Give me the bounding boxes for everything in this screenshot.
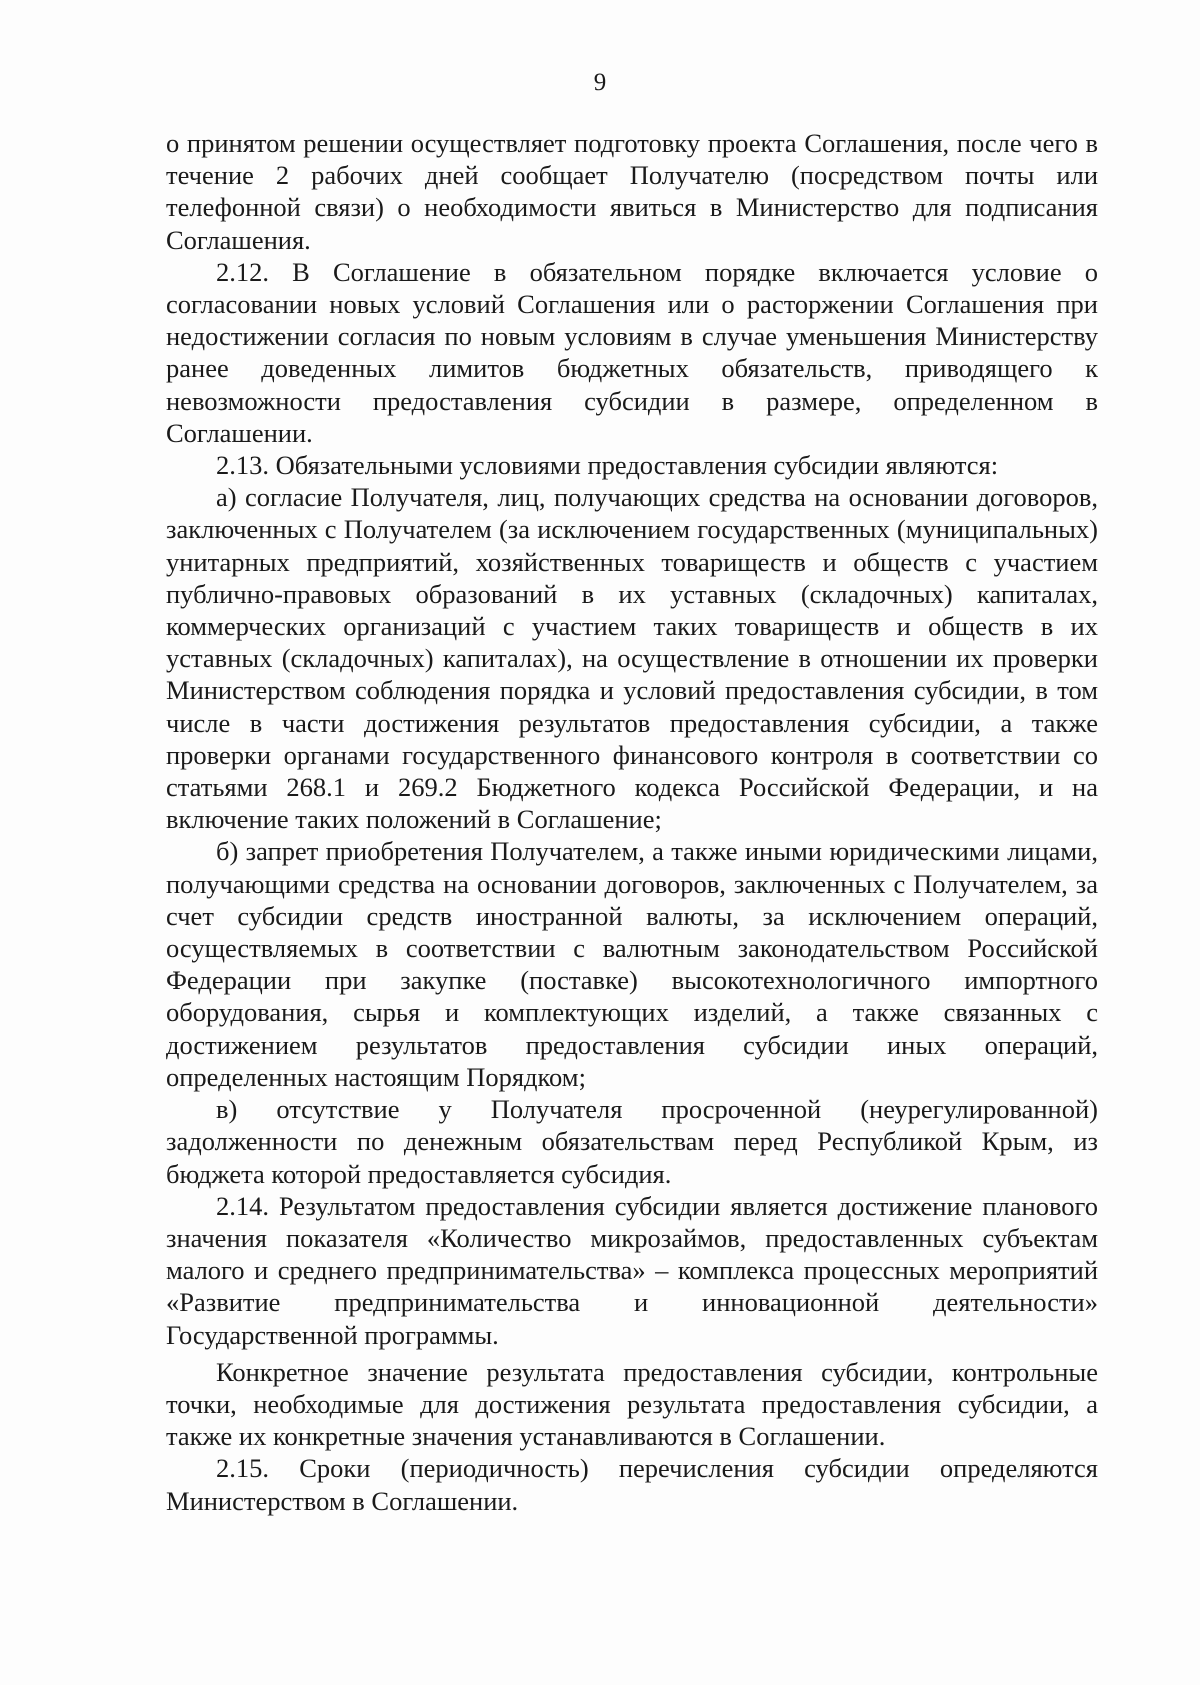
paragraph-continuation: о принятом решении осуществляет подготовку проекта Соглашения, после чего в течение 2 рабочих дней сообщает Получателю (посредством почты или телефонной связи) о необходимости явиться в Министерство для подписания Соглашения. xyxy=(166,128,1098,255)
paragraph-2-13-a: а) согласие Получателя, лиц, получающих средства на основании договоров, заключенных с Получателем (за исключением государственных (муниципальных) унитарных предприятий, хозяйственных товариществ и обществ с участием публично-правовых образований в их уставных (складочных) капиталах, коммерческих организаций с участием таких товариществ и обществ в их уставных (складочных) капиталах), на осуществление в отношении их проверки Министерством соблюдения порядка и условий предоставления субсидии, в том числе в части достижения результатов предоставления субсидии, а также проверки органами государственного финансового контроля в соответствии со статьями 268.1 и 269.2 Бюджетного кодекса Российской Федерации, и на включение таких положений в Соглашение; xyxy=(166,482,1098,835)
paragraph-2-15: 2.15. Сроки (периодичность) перечисления субсидии определяются Министерством в Соглашении. xyxy=(166,1453,1098,1516)
paragraph-2-13: 2.13. Обязательными условиями предоставления субсидии являются: xyxy=(216,450,999,481)
paragraph-2-13-v: в) отсутствие у Получателя просроченной (неурегулированной) задолженности по денежным обязательствам перед Республикой Крым, из бюджета которой предоставляется субсидия. xyxy=(166,1094,1098,1189)
paragraph-2-13-b: б) запрет приобретения Получателем, а также иными юридическими лицами, получающими средства на основании договоров, заключенных с Получателем, за счет субсидии средств иностранной валюты, за исключением операций, осуществляемых в соответствии с валютным законодательством Российской Федерации при закупке (поставке) высокотехнологичного импортного оборудования, сырья и комплектующих изделий, а также связанных с достижением результатов предоставления субсидии иных операций, определенных настоящим Порядком; xyxy=(166,836,1098,1092)
paragraph-2-12: 2.12. В Соглашение в обязательном порядке включается условие о согласовании новых условий Соглашения или о расторжении Соглашения при недостижении согласия по новым условиям в случае уменьшения Министерству ранее доведенных лимитов бюджетных обязательств, приводящего к невозможности предоставления субсидии в размере, определенном в Соглашении. xyxy=(166,256,1098,448)
document-body xyxy=(166,127,1098,1517)
paragraph-2-14: 2.14. Результатом предоставления субсидии является достижение планового значения показателя «Количество микрозаймов, предоставленных субъектам малого и среднего предпринимательства» – комплекса процессных мероприятий «Развитие предпринимательства и инновационной деятельности» Государственной программы. xyxy=(166,1190,1098,1350)
paragraph-2-14-detail: Конкретное значение результата предоставления субсидии, контрольные точки, необходимые для достижения результата предоставления субсидии, а также их конкретные значения устанавливаются в Соглашении. xyxy=(166,1356,1098,1452)
page-number: 9 xyxy=(593,69,607,96)
